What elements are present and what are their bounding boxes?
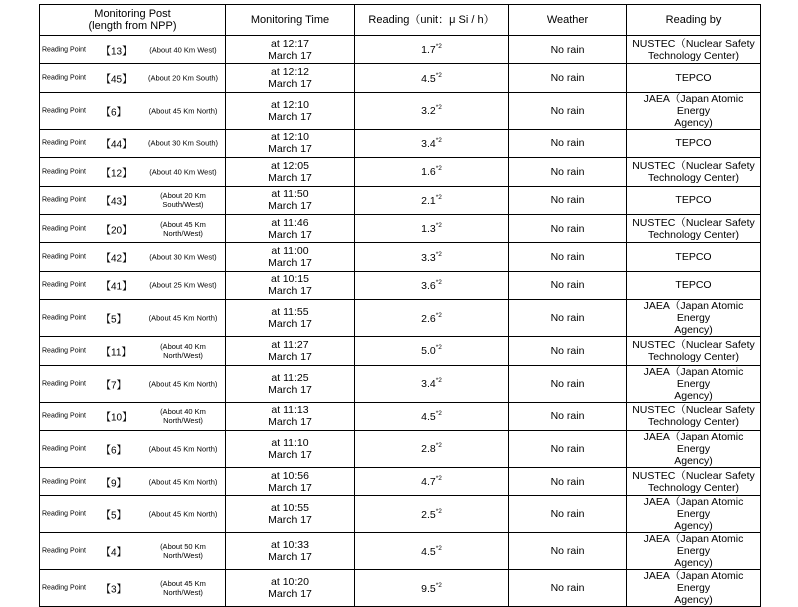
reading-footnote: *2 [435,43,442,51]
reading-point-distance: (About 45 Km North) [148,509,218,519]
reading-point-id: 【12】 [101,168,133,180]
weather-cell: No rain [509,496,627,533]
reading-point-label: Reading Point [42,281,86,289]
reading-by-line1: NUSTEC（Nuclear Safety [632,338,755,351]
weather-cell: No rain [509,64,627,92]
reading-value: 2.5 [421,508,436,521]
reading-value: 1.6 [421,166,436,179]
reading-by-line1: NUSTEC（Nuclear Safety [632,37,755,50]
monitoring-post-cell [40,271,226,299]
monitoring-time-cell [226,467,355,495]
reading-point-distance: (About 30 Km West) [149,252,217,262]
reading-value: 4.5 [421,545,436,558]
monitoring-time-cell [226,533,355,570]
reading-value: 3.2 [421,105,436,118]
monitoring-date: March 17 [268,318,312,331]
reading-by-line1: JAEA（Japan Atomic Energy [643,300,744,325]
reading-by-cell [627,533,761,570]
reading-by-cell [627,271,761,299]
reading-footnote: *2 [435,581,442,589]
monitoring-post-cell [40,92,226,129]
reading-cell [355,430,509,467]
monitoring-post-cell [40,570,226,607]
monitoring-date: March 17 [268,228,312,241]
monitoring-date: March 17 [268,481,312,494]
monitoring-time: at 10:33 [271,539,309,552]
reading-point-distance: (About 20 Km South) [147,73,219,83]
reading-point-label: Reading Point [42,46,86,54]
header-post-title: Monitoring Post [94,8,171,20]
reading-footnote: *2 [435,442,442,450]
monitoring-post-cell [40,496,226,533]
reading-point-distance: (About 45 Km North) [148,444,218,454]
monitoring-time: at 10:55 [271,502,309,515]
weather-cell: No rain [509,214,627,242]
header-monitoring-time: Monitoring Time [226,5,355,36]
reading-value: 2.1 [421,194,436,207]
monitoring-time: at 12:12 [271,66,309,79]
reading-by-line1: TEPCO [675,72,712,85]
reading-footnote: *2 [435,278,442,286]
reading-point-id: 【11】 [101,347,132,359]
reading-value: 3.4 [421,378,436,391]
reading-by-line1: NUSTEC（Nuclear Safety [632,404,755,417]
reading-footnote: *2 [435,409,442,417]
monitoring-time-cell [226,186,355,214]
reading-cell [355,36,509,64]
table-row [40,92,761,129]
reading-cell [355,64,509,92]
weather-cell: No rain [509,533,627,570]
monitoring-time-cell [226,158,355,186]
reading-footnote: *2 [435,165,442,173]
monitoring-time: at 11:50 [271,188,309,201]
weather-cell: No rain [509,337,627,365]
monitoring-time-cell [226,214,355,242]
monitoring-date: March 17 [268,588,312,601]
weather-cell: No rain [509,129,627,157]
table-body [40,36,761,607]
reading-cell [355,533,509,570]
reading-value: 4.7 [421,476,436,489]
reading-by-line2: Agency) [674,557,713,570]
reading-point-distance: (About 40 Km North/West) [160,407,206,426]
reading-point-id: 【7】 [101,380,127,392]
reading-by-cell [627,243,761,271]
monitoring-time-cell [226,129,355,157]
reading-point-label: Reading Point [42,225,86,233]
monitoring-time-cell [226,402,355,430]
monitoring-post-cell [40,402,226,430]
table-row [40,496,761,533]
reading-footnote: *2 [435,344,442,352]
reading-point-id: 【5】 [101,510,127,522]
monitoring-date: March 17 [268,78,312,91]
reading-point-distance: (About 45 Km North) [148,379,218,389]
reading-point-id: 【13】 [101,46,133,58]
reading-point-id: 【10】 [101,412,133,424]
reading-point-id: 【41】 [101,281,133,293]
monitoring-time-cell [226,430,355,467]
weather-cell: No rain [509,36,627,64]
reading-point-distance: (About 45 Km North) [148,106,218,116]
reading-footnote: *2 [435,222,442,230]
reading-cell [355,158,509,186]
monitoring-time-cell [226,64,355,92]
monitoring-time: at 11:25 [271,371,309,384]
reading-by-cell [627,402,761,430]
monitoring-post-cell [40,430,226,467]
reading-point-id: 【3】 [101,584,127,596]
reading-point-label: Reading Point [42,547,86,555]
reading-point-distance: (About 40 Km North/West) [160,341,206,360]
reading-value: 3.4 [421,137,436,150]
reading-point-label: Reading Point [42,74,86,82]
reading-by-line2: Technology Center) [647,228,740,241]
table-row [40,64,761,92]
reading-point-label: Reading Point [42,168,86,176]
reading-by-line1: TEPCO [675,194,712,207]
reading-point-label: Reading Point [42,445,86,453]
reading-by-cell [627,300,761,337]
reading-by-line1: NUSTEC（Nuclear Safety [632,159,755,172]
reading-point-id: 【42】 [101,253,133,265]
monitoring-post-cell [40,467,226,495]
reading-cell [355,300,509,337]
reading-cell [355,467,509,495]
reading-point-id: 【20】 [101,225,133,237]
reading-value: 2.6 [421,312,436,325]
reading-value: 3.6 [421,279,436,292]
monitoring-post-cell [40,365,226,402]
reading-point-distance: (About 40 Km West) [149,167,217,177]
reading-by-line2: Technology Center) [647,171,740,184]
reading-by-cell [627,496,761,533]
monitoring-post-cell [40,337,226,365]
monitoring-time-cell [226,271,355,299]
reading-by-line2: Technology Center) [647,49,740,62]
monitoring-time-cell [226,337,355,365]
reading-by-cell [627,570,761,607]
monitoring-table [39,4,761,607]
reading-cell [355,92,509,129]
reading-by-line2: Agency) [674,324,713,337]
reading-point-label: Reading Point [42,510,86,518]
reading-point-label: Reading Point [42,584,86,592]
weather-cell: No rain [509,158,627,186]
reading-by-cell [627,337,761,365]
reading-by-cell [627,64,761,92]
reading-cell [355,570,509,607]
reading-value: 4.5 [421,72,436,85]
reading-by-line1: JAEA（Japan Atomic Energy [643,496,744,521]
header-reading-by: Reading by [627,5,761,36]
monitoring-time: at 11:55 [271,306,309,319]
reading-point-distance: (About 45 Km North/West) [160,219,206,238]
table-row [40,570,761,607]
weather-cell: No rain [509,430,627,467]
reading-by-cell [627,158,761,186]
monitoring-date: March 17 [268,110,312,123]
reading-point-id: 【45】 [101,74,133,86]
reading-point-label: Reading Point [42,196,86,204]
reading-point-distance: (About 50 Km North/West) [160,542,206,561]
reading-by-cell [627,430,761,467]
weather-cell: No rain [509,467,627,495]
table-row [40,186,761,214]
reading-point-distance: (About 45 Km North) [148,313,218,323]
weather-cell: No rain [509,365,627,402]
monitoring-time: at 12:17 [271,37,309,50]
reading-value: 1.7 [421,44,436,57]
reading-cell [355,243,509,271]
header-weather: Weather [509,5,627,36]
reading-cell [355,271,509,299]
monitoring-date: March 17 [268,383,312,396]
monitoring-time: at 12:05 [271,159,309,172]
weather-cell: No rain [509,402,627,430]
table-row [40,271,761,299]
reading-cell [355,402,509,430]
reading-cell [355,186,509,214]
weather-cell: No rain [509,243,627,271]
reading-footnote: *2 [435,507,442,515]
reading-by-cell [627,36,761,64]
monitoring-time-cell [226,92,355,129]
reading-value: 4.5 [421,410,436,423]
reading-by-line2: Agency) [674,389,713,402]
monitoring-date: March 17 [268,514,312,527]
reading-by-line1: JAEA（Japan Atomic Energy [643,365,744,390]
table-row [40,402,761,430]
monitoring-post-cell [40,129,226,157]
reading-by-line1: TEPCO [675,279,712,292]
reading-cell [355,129,509,157]
monitoring-time: at 11:46 [271,216,309,229]
table-row [40,158,761,186]
weather-cell: No rain [509,570,627,607]
monitoring-time-cell [226,243,355,271]
monitoring-time: at 11:00 [271,245,309,258]
monitoring-time: at 10:15 [271,273,309,286]
reading-footnote: *2 [435,475,442,483]
reading-point-distance: (About 30 Km South) [147,138,219,148]
reading-by-cell [627,214,761,242]
table-row [40,214,761,242]
reading-by-line2: Agency) [674,116,713,129]
reading-footnote: *2 [435,250,442,258]
monitoring-time: at 10:56 [271,469,309,482]
reading-by-line1: JAEA（Japan Atomic Energy [643,570,744,595]
reading-by-line1: NUSTEC（Nuclear Safety [632,216,755,229]
weather-cell: No rain [509,92,627,129]
reading-by-cell [627,129,761,157]
reading-by-line2: Technology Center) [647,350,740,363]
reading-footnote: *2 [435,104,442,112]
reading-point-distance: (About 25 Km West) [149,280,217,290]
monitoring-time: at 11:13 [271,404,309,417]
table-row [40,36,761,64]
weather-cell: No rain [509,271,627,299]
reading-footnote: *2 [435,544,442,552]
table-row [40,533,761,570]
reading-footnote: *2 [435,311,442,319]
monitoring-time: at 10:20 [271,576,309,589]
reading-point-distance: (About 45 Km North/West) [160,579,206,598]
monitoring-date: March 17 [268,448,312,461]
header-monitoring-post [40,5,226,36]
reading-value: 9.5 [421,582,436,595]
monitoring-post-cell [40,186,226,214]
monitoring-time-cell [226,36,355,64]
reading-by-cell [627,92,761,129]
reading-cell [355,337,509,365]
table-row [40,467,761,495]
monitoring-time: at 12:10 [271,98,309,111]
reading-by-line2: Technology Center) [647,481,740,494]
monitoring-time: at 11:27 [271,338,309,351]
reading-by-line1: JAEA（Japan Atomic Energy [643,430,744,455]
reading-point-id: 【6】 [101,445,127,457]
monitoring-time-cell [226,300,355,337]
reading-by-cell [627,467,761,495]
reading-point-label: Reading Point [42,253,86,261]
monitoring-post-cell [40,300,226,337]
reading-point-id: 【9】 [101,478,127,490]
table-row [40,129,761,157]
reading-point-id: 【4】 [101,547,127,559]
reading-by-line1: TEPCO [675,251,712,264]
reading-footnote: *2 [435,193,442,201]
reading-point-distance: (About 20 Km South/West) [160,191,206,210]
header-reading: Reading（unit：μ Si / h） [355,5,509,36]
monitoring-time: at 11:10 [271,436,309,449]
header-row [40,5,761,36]
table-row [40,337,761,365]
monitoring-date: March 17 [268,416,312,429]
monitoring-time-cell [226,496,355,533]
reading-by-line1: JAEA（Japan Atomic Energy [643,92,744,117]
reading-cell [355,365,509,402]
reading-by-line2: Technology Center) [647,416,740,429]
reading-by-cell [627,186,761,214]
monitoring-date: March 17 [268,143,312,156]
monitoring-date: March 17 [268,257,312,270]
reading-point-label: Reading Point [42,139,86,147]
monitoring-date: March 17 [268,285,312,298]
monitoring-post-cell [40,533,226,570]
monitoring-date: March 17 [268,200,312,213]
header-post-subtitle: (length from NPP) [88,20,177,32]
reading-point-id: 【5】 [101,314,127,326]
reading-by-line2: Agency) [674,520,713,533]
table-row [40,300,761,337]
reading-point-label: Reading Point [42,380,86,388]
reading-cell [355,214,509,242]
reading-point-id: 【43】 [101,196,133,208]
monitoring-date: March 17 [268,551,312,564]
reading-by-line2: Agency) [674,454,713,467]
reading-value: 2.8 [421,443,436,456]
reading-value: 1.3 [421,223,436,236]
monitoring-time-cell [226,570,355,607]
reading-point-distance: (About 40 Km West) [149,45,217,55]
monitoring-post-cell [40,158,226,186]
table-row [40,430,761,467]
monitoring-time: at 12:10 [271,131,309,144]
reading-point-label: Reading Point [42,107,86,115]
reading-point-label: Reading Point [42,347,86,355]
reading-point-id: 【6】 [101,107,127,119]
reading-footnote: *2 [435,377,442,385]
weather-cell: No rain [509,186,627,214]
weather-cell: No rain [509,300,627,337]
reading-point-label: Reading Point [42,412,86,420]
monitoring-post-cell [40,64,226,92]
table-row [40,243,761,271]
reading-by-line1: NUSTEC（Nuclear Safety [632,469,755,482]
reading-cell [355,496,509,533]
reading-value: 5.0 [421,345,436,358]
monitoring-time-cell [226,365,355,402]
monitoring-post-cell [40,214,226,242]
reading-by-line2: Agency) [674,594,713,607]
monitoring-date: March 17 [268,49,312,62]
monitoring-date: March 17 [268,171,312,184]
reading-point-id: 【44】 [101,139,133,151]
reading-footnote: *2 [435,136,442,144]
reading-point-label: Reading Point [42,478,86,486]
reading-by-line1: TEPCO [675,137,712,150]
monitoring-post-cell [40,243,226,271]
reading-by-line1: JAEA（Japan Atomic Energy [643,533,744,558]
reading-footnote: *2 [435,71,442,79]
reading-point-label: Reading Point [42,314,86,322]
reading-point-distance: (About 45 Km North) [148,477,218,487]
monitoring-date: March 17 [268,350,312,363]
monitoring-post-cell [40,36,226,64]
reading-value: 3.3 [421,251,436,264]
table-row [40,365,761,402]
reading-by-cell [627,365,761,402]
